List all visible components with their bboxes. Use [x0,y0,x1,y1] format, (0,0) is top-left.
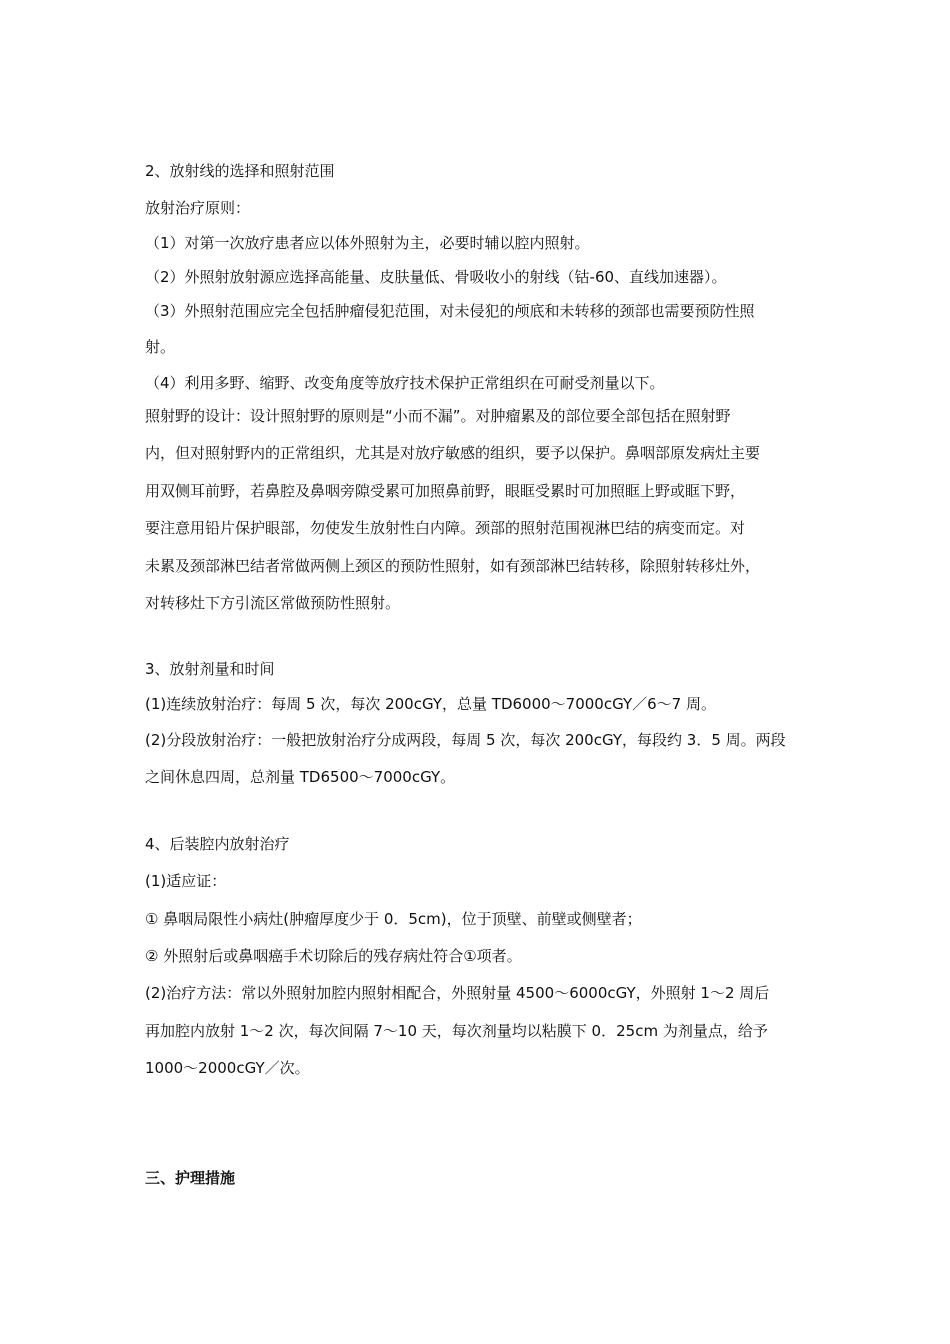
section-4-line-5: 再加腔内放射 1～2 次，每次间隔 7～10 天，每次剂量均以粘膜下 0．25cm 为剂量点，给予 [145,1022,768,1040]
principle-item-3: （3）外照射范围应完全包括肿瘤侵犯范围，对未侵犯的颅底和未转移的颈部也需要预防性照 [145,302,755,320]
principle-item-3-cont: 射。 [145,338,176,356]
design-line-6: 对转移灶下方引流区常做预防性照射。 [145,594,401,612]
section-2-heading: 2、放射线的选择和照射范围 [145,162,335,180]
principle-item-2: （2）外照射放射源应选择高能量、皮肤量低、骨吸收小的射线（钴-60、直线加速器）。 [145,268,727,286]
section-4-line-3: ② 外照射后或鼻咽癌手术切除后的残存病灶符合①项者。 [145,947,522,965]
section-4-line-2: ① 鼻咽局限性小病灶(肿瘤厚度少于 0．5cm)，位于顶壁、前壁或侧壁者； [145,910,642,928]
principle-title: 放射治疗原则： [145,199,251,217]
design-line-3: 用双侧耳前野，若鼻腔及鼻咽旁隙受累可加照鼻前野，眼眶受累时可加照眶上野或眶下野， [145,482,746,500]
principle-item-4: （4）利用多野、缩野、改变角度等放疗技术保护正常组织在可耐受剂量以下。 [145,374,665,392]
section-4-line-6: 1000～2000cGY／次。 [145,1059,310,1077]
section-3-heading: 3、放射剂量和时间 [145,660,275,678]
section-3-line-2: (2)分段放射治疗：一般把放射治疗分成两段，每周 5 次，每次 200cGY，每段约 3．5 周。两段 [145,731,786,749]
design-line-4: 要注意用铅片保护眼部，勿使发生放射性白内障。颈部的照射范围视淋巴结的病变而定。对 [145,519,746,537]
section-3-line-1: (1)连续放射治疗：每周 5 次，每次 200cGY，总量 TD6000～7000cGY／6～7 周。 [145,695,716,713]
principle-item-1: （1）对第一次放疗患者应以体外照射为主，必要时辅以腔内照射。 [145,234,590,252]
section-4-line-4: (2)治疗方法：常以外照射加腔内照射相配合，外照射量 4500～6000cGY，外照射 1～2 周后 [145,984,770,1002]
design-line-2: 内，但对照射野内的正常组织，尤其是对放疗敏感的组织，要予以保护。鼻咽部原发病灶主要 [145,444,761,462]
design-line-5: 未累及颈部淋巴结者常做两侧上颈区的预防性照射，如有颈部淋巴结转移，除照射转移灶外， [145,557,761,575]
design-line-1: 照射野的设计：设计照射野的原则是“小而不漏”。对肿瘤累及的部位要全部包括在照射野 [145,407,731,425]
section-4-line-1: (1)适应证： [145,872,227,890]
section-three-heading: 三、护理措施 [145,1169,236,1187]
section-4-heading: 4、后装腔内放射治疗 [145,835,290,853]
section-3-line-3: 之间休息四周，总剂量 TD6500～7000cGY。 [145,768,456,786]
